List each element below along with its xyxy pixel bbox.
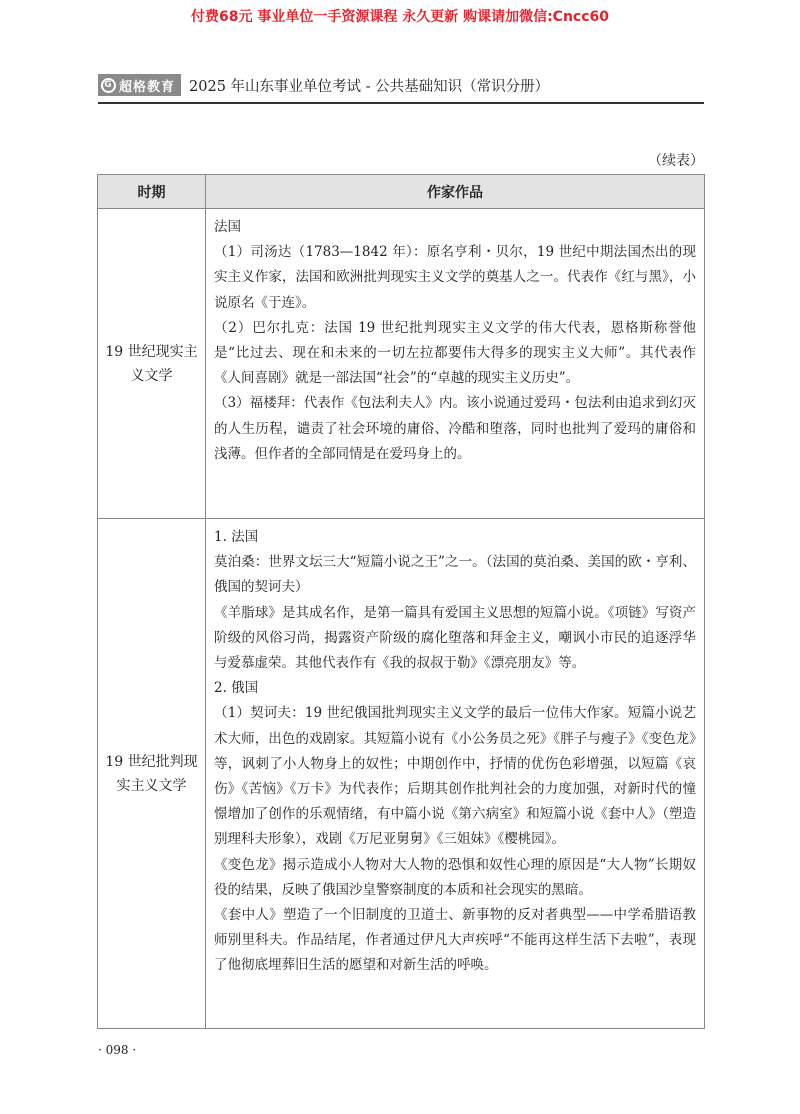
paragraph: 2. 俄国 [214, 680, 259, 697]
column-header-period: 时期 [98, 175, 206, 209]
watermark-text: 付费68元 事业单位一手资源课程 永久更新 购课请加微信:Cncc60 [190, 9, 610, 25]
logo-text: 超格教育 [119, 79, 176, 95]
paragraph: （2）巴尔扎克：法国 19 世纪批判现实主义文学的伟大代表，恩格斯称誉他是“比过去、现在和未来的一切左拉都要伟大得多的现实主义大师”。其代表作《人间喜剧》就是一部法国“社会”的“卓越的现实主义历史”。 [214, 319, 696, 387]
page-number: · 098 · [98, 1043, 137, 1057]
table-header-row [98, 175, 705, 209]
period-cell: 19 世纪现实主义文学 [98, 209, 206, 519]
header-rule [98, 102, 704, 104]
logo-icon: G [101, 78, 116, 93]
paragraph: （1）司汤达（1783—1842 年）：原名亨利・贝尔，19 世纪中期法国杰出的现实主义作家，法国和欧洲批判现实主义文学的奠基人之一。代表作《红与黑》，小说原名《于连》。 [214, 244, 696, 311]
continued-label: （续表） [648, 153, 704, 169]
literature-table [97, 174, 705, 1029]
paragraph: （3）福楼拜：代表作《包法利夫人》内。该小说通过爱玛・包法利由追求到幻灭的人生历程，谴责了社会环境的庸俗、冷酷和堕落，同时也批判了爱玛的庸俗和浅薄。但作者的全部同情是在爱玛身上的。 [214, 395, 696, 462]
paragraph: 《羊脂球》是其成名作，是第一篇具有爱国主义思想的短篇小说。《项链》写资产阶级的风俗习尚，揭露资产阶级的腐化堕落和拜金主义，嘲讽小市民的追逐浮华与爱慕虚荣。其他代表作有《我的叔叔于勒》《漂亮朋友》等。 [214, 604, 696, 672]
paragraph: 《变色龙》揭示造成小人物对大人物的恐惧和奴性心理的原因是“大人物”长期奴役的结果，反映了俄国沙皇警察制度的本质和社会现实的黑暗。 [214, 856, 696, 898]
table-row [98, 519, 705, 1029]
paragraph: 1. 法国 [214, 529, 259, 545]
works-cell [206, 519, 705, 1029]
header-title: 2025 年山东事业单位考试 - 公共基础知识（常识分册） [189, 78, 550, 95]
paragraph: 法国 [214, 219, 241, 235]
paragraph: 莫泊桑：世界文坛三大“短篇小说之王”之一。（法国的莫泊桑、美国的欧・亨利、俄国的契诃夫） [214, 554, 696, 596]
page-header [98, 73, 549, 97]
works-cell [206, 209, 705, 519]
column-header-works: 作家作品 [206, 175, 705, 209]
period-cell: 19 世纪批判现实主义文学 [98, 519, 206, 1029]
paragraph: （1）契诃夫：19 世纪俄国批判现实主义文学的最后一位伟大作家。短篇小说艺术大师，出色的戏剧家。其短篇小说有《小公务员之死》《胖子与瘦子》《变色龙》等，讽刺了小人物身上的奴性；中期创作中，抒情的优伤色彩增强，以短篇《哀伤》《苦恼》《万卡》为代表作；后期其创作批判社会的力度加强，对新时代的憧憬增加了创作的乐观情绪，有中篇小说《第六病室》和短篇小说《套中人》（塑造别理科夫形象），戏剧《万尼亚舅舅》《三姐妹》《樱桃园》。 [214, 705, 696, 848]
publisher-logo [98, 74, 181, 96]
table-row [98, 209, 705, 519]
paragraph: 《套中人》塑造了一个旧制度的卫道士、新事物的反对者典型——中学希腊语教师别里科夫。作品结尾，作者通过伊凡大声疾呼“不能再这样生活下去啦”，表现了他彻底埋葬旧生活的愿望和对新生活的呼唤。 [214, 907, 696, 974]
